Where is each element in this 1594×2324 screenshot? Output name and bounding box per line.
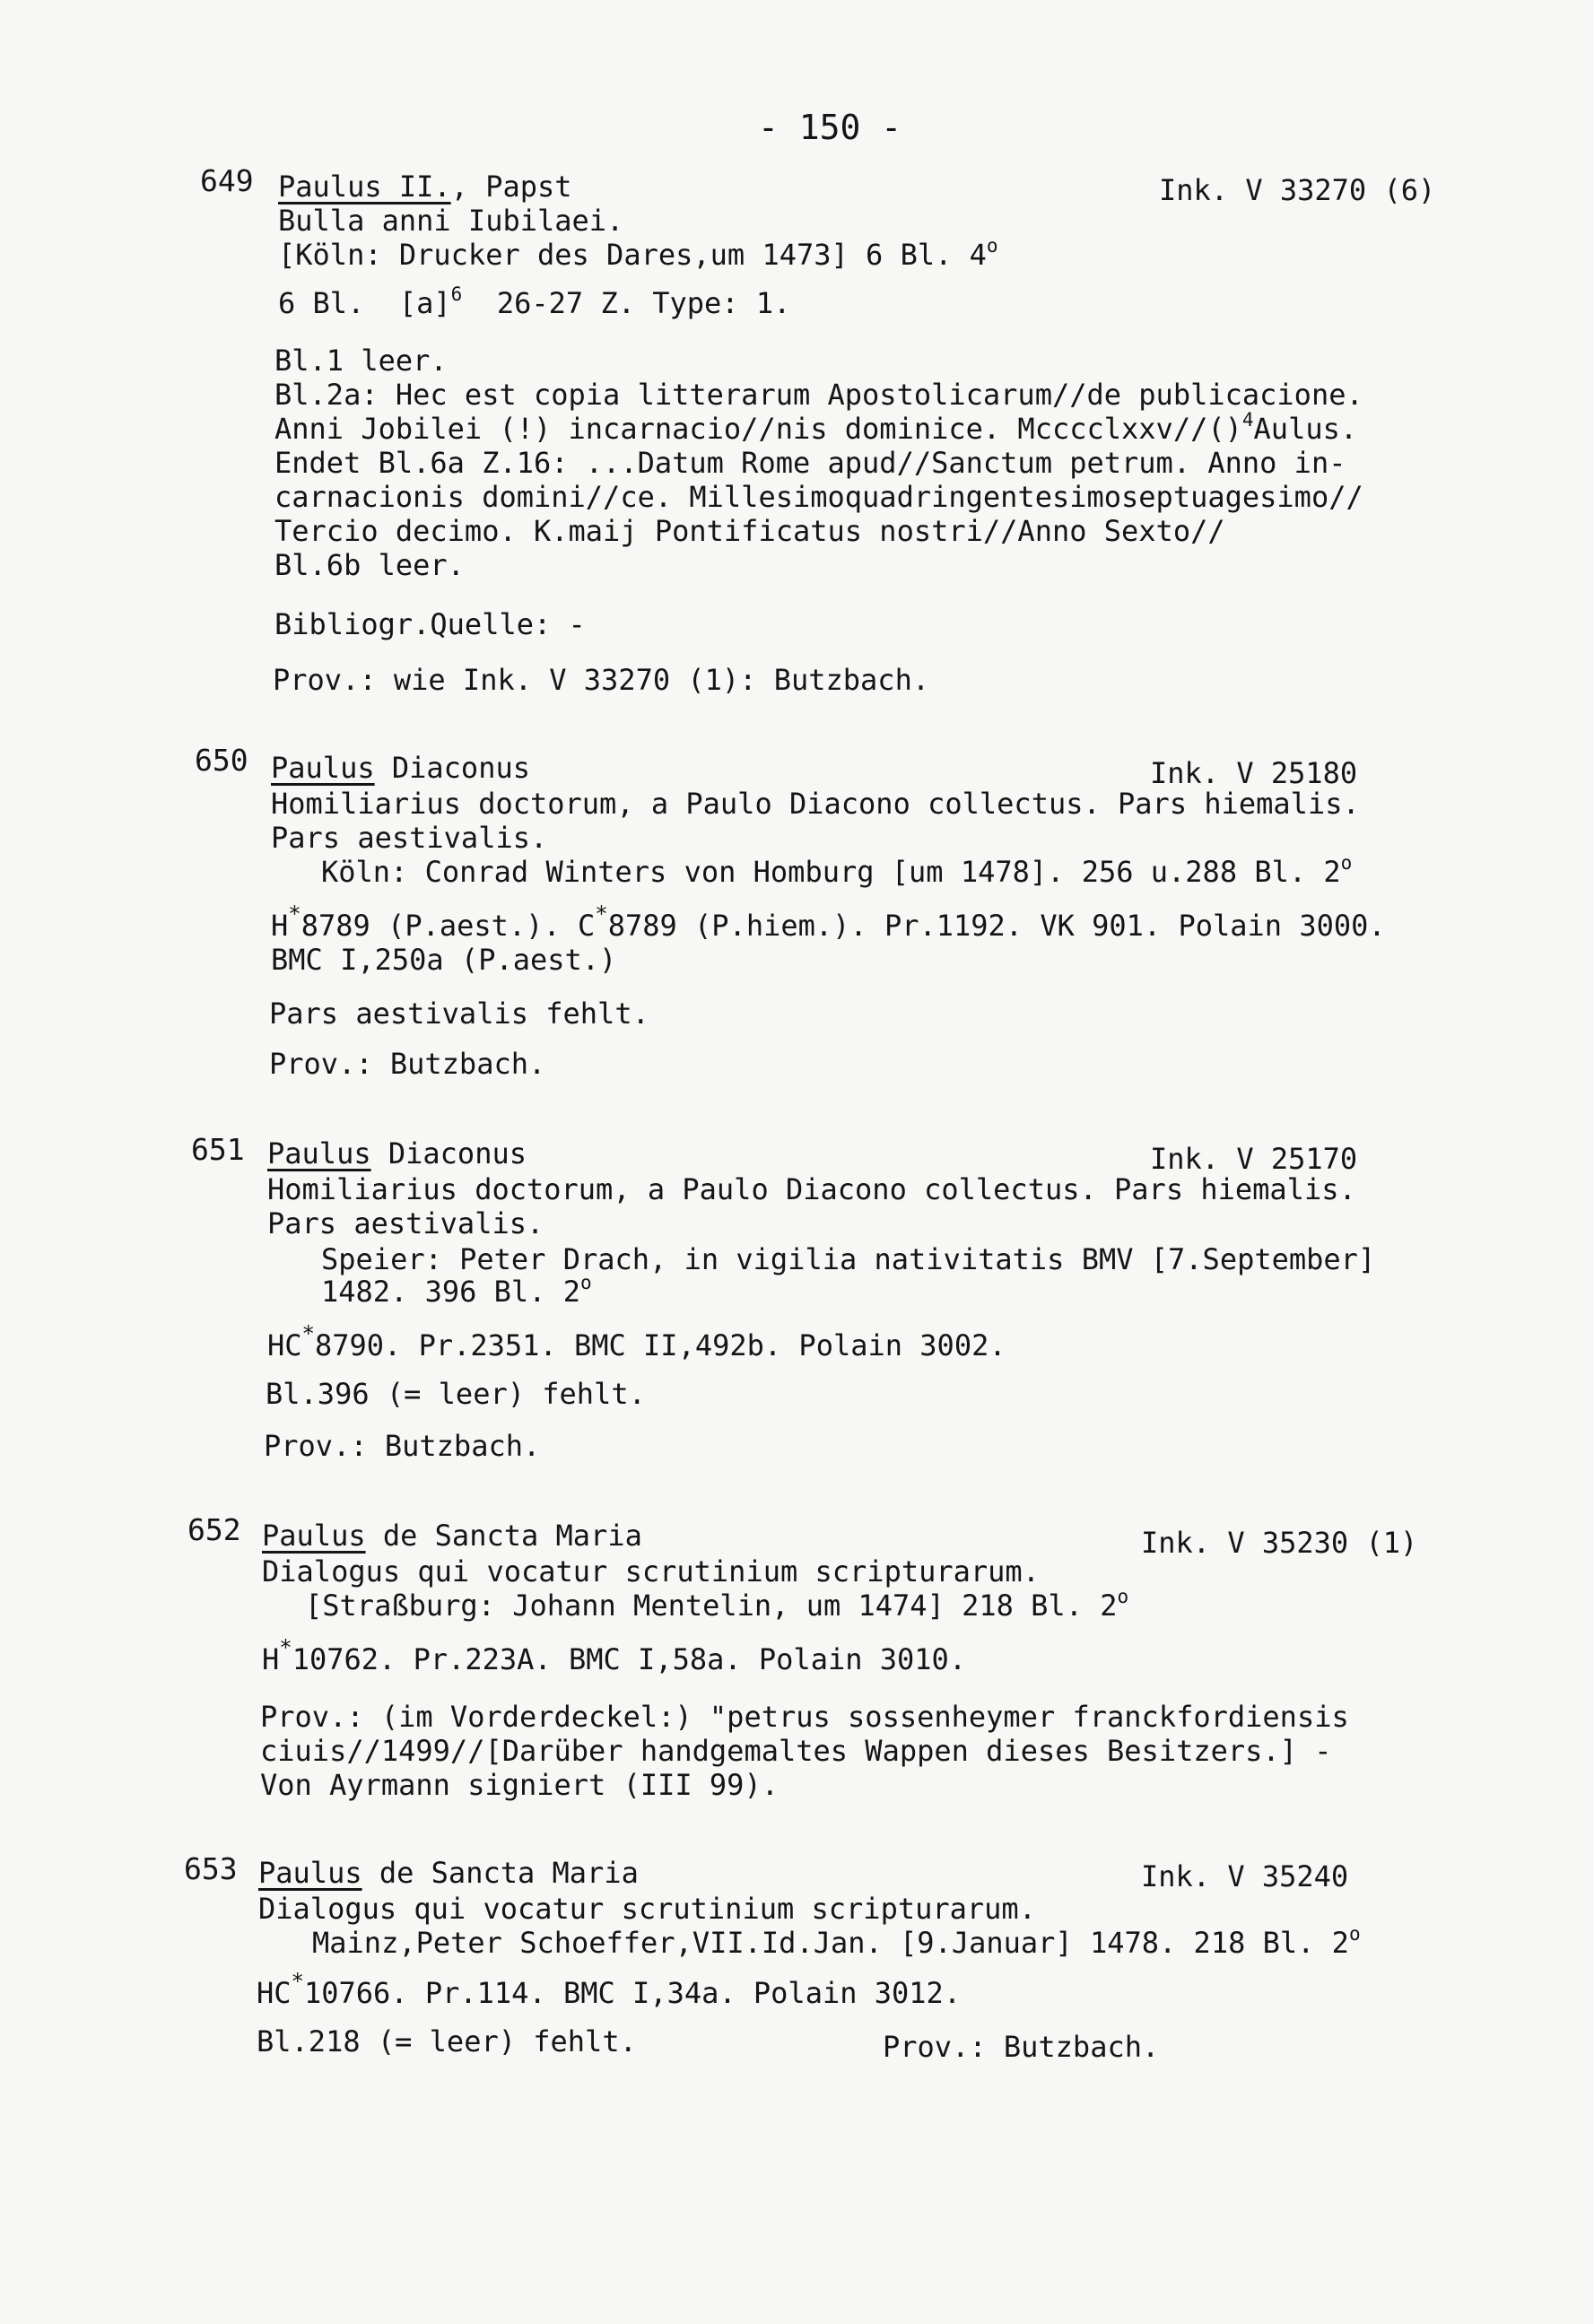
entry-author — [267, 1136, 527, 1171]
entry-number: 652 — [187, 1512, 241, 1547]
asterisk-mark: * — [291, 1969, 304, 1994]
imprint-text: 1482. 396 Bl. 2 — [321, 1275, 580, 1309]
entry-title: Pars aestivalis. — [271, 821, 548, 855]
entry-imprint: Speier: Peter Drach, in vigilia nativitatis BMV [7.September] — [321, 1242, 1376, 1276]
provenance-line: Prov.: wie Ink. V 33270 (1): Butzbach. — [273, 663, 930, 697]
author-qualifier: , Papst — [450, 170, 572, 204]
format-sup: o — [1117, 1586, 1129, 1607]
author-qualifier: de Sancta Maria — [361, 1856, 639, 1890]
collation-part: 6 Bl. [a] — [278, 286, 451, 320]
note-line: Bl.2a: Hec est copia litterarum Apostolicarum//de publicacione. — [274, 378, 1363, 412]
note-line: Endet Bl.6a Z.16: ...Datum Rome apud//Sanctum petrum. Anno in- — [274, 446, 1346, 480]
provenance-line: Prov.: Butzbach. — [269, 1047, 546, 1081]
note-end: Aulus. — [1253, 412, 1358, 446]
bibliography-line: Bibliogr.Quelle: - — [274, 607, 586, 641]
entry-number: 650 — [195, 743, 248, 778]
ref-siglum: H — [271, 909, 289, 943]
provenance-line: Von Ayrmann signiert (III 99). — [260, 1768, 779, 1802]
author-name: Paulus II. — [278, 170, 451, 204]
ink-shelfmark: Ink. V 33270 (6) — [1159, 173, 1436, 207]
entry-author — [262, 1518, 642, 1554]
entry-title: Bulla anni Iubilaei. — [278, 204, 624, 238]
note-sup: 4 — [1241, 409, 1254, 431]
ink-shelfmark: Ink. V 25170 — [1150, 1142, 1358, 1176]
entry-author — [271, 750, 530, 786]
ref-text: 10762. Pr.223A. BMC I,58a. Polain 3010. — [292, 1642, 967, 1676]
ref-text: 10766. Pr.114. BMC I,34a. Polain 3012. — [303, 1976, 962, 2010]
ink-shelfmark: Ink. V 35230 (1) — [1141, 1526, 1418, 1560]
entry-title: Pars aestivalis. — [267, 1206, 544, 1240]
entry-title: Homiliarius doctorum, a Paulo Diacono collectus. Pars hiemalis. — [267, 1172, 1356, 1206]
author-name: Paulus — [271, 751, 375, 785]
author-name: Paulus — [258, 1856, 362, 1890]
note-line: Bl.218 (= leer) fehlt. — [257, 2024, 637, 2059]
reference-line — [262, 1635, 967, 1677]
format-sup: o — [1348, 1923, 1361, 1945]
entry-imprint — [305, 1588, 1128, 1623]
asterisk-mark: * — [595, 901, 608, 927]
format-sup: o — [1340, 852, 1353, 874]
imprint-text: [Köln: Drucker des Dares,um 1473] 6 Bl. 4 — [278, 238, 987, 272]
note-line — [274, 411, 1357, 447]
provenance-line: Prov.: (im Vorderdeckel:) "petrus sossenheymer franckfordiensis — [260, 1700, 1349, 1734]
author-qualifier: Diaconus — [374, 751, 530, 785]
note-text: Anni Jobilei (!) incarnacio//nis dominice. Mcccclxxv//() — [274, 412, 1242, 446]
note-line: Bl.1 leer. — [274, 344, 448, 378]
format-sup: o — [986, 235, 998, 257]
entry-imprint — [312, 1925, 1361, 1961]
entry-imprint — [321, 854, 1352, 890]
note-line: carnacionis domini//ce. Millesimoquadringentesimoseptuagesimo// — [274, 480, 1363, 514]
note-line: Bl.396 (= leer) fehlt. — [266, 1377, 646, 1411]
collation-sup: 6 — [450, 283, 463, 305]
ink-shelfmark: Ink. V 35240 — [1141, 1859, 1349, 1893]
entry-imprint — [321, 1274, 592, 1310]
imprint-text: [Straßburg: Johann Mentelin, um 1474] 218 Bl. 2 — [305, 1589, 1118, 1623]
ref-text: 8789 (P.aest.). C — [301, 909, 596, 943]
author-name: Paulus — [262, 1519, 366, 1553]
entry-title: Homiliarius doctorum, a Paulo Diacono collectus. Pars hiemalis. — [271, 787, 1360, 821]
reference-line — [271, 901, 1386, 944]
entry-number: 649 — [200, 163, 254, 198]
ref-siglum: HC — [267, 1328, 302, 1362]
entry-author — [258, 1855, 639, 1891]
asterisk-mark: * — [279, 1635, 292, 1660]
reference-line — [267, 1321, 1006, 1363]
format-sup: o — [579, 1272, 592, 1293]
entry-title: Dialogus qui vocatur scrutinium scripturarum. — [258, 1892, 1036, 1926]
author-qualifier: de Sancta Maria — [365, 1519, 642, 1553]
imprint-text: Mainz,Peter Schoeffer,VII.Id.Jan. [9.Januar] 1478. 218 Bl. 2 — [312, 1926, 1349, 1960]
author-name: Paulus — [267, 1136, 371, 1171]
entry-title: Dialogus qui vocatur scrutinium scripturarum. — [262, 1554, 1040, 1589]
entry-number: 653 — [184, 1851, 238, 1886]
note-line: Bl.6b leer. — [274, 548, 465, 582]
ref-siglum: HC — [257, 1976, 292, 2010]
author-qualifier: Diaconus — [370, 1136, 527, 1171]
entry-author — [278, 169, 572, 205]
note-line: Pars aestivalis fehlt. — [269, 997, 649, 1031]
asterisk-mark: * — [301, 1321, 315, 1346]
asterisk-mark: * — [288, 901, 301, 927]
provenance-line: Prov.: Butzbach. — [883, 2030, 1160, 2064]
collation-rest: 26-27 Z. Type: 1. — [462, 286, 791, 320]
page-number: - 150 - — [758, 108, 902, 147]
reference-line: BMC I,250a (P.aest.) — [271, 943, 617, 977]
reference-line — [257, 1969, 962, 2011]
ref-text: 8789 (P.hiem.). Pr.1192. VK 901. Polain 3000. — [607, 909, 1386, 943]
ink-shelfmark: Ink. V 25180 — [1150, 756, 1358, 790]
imprint-text: Köln: Conrad Winters von Homburg [um 1478]. 256 u.288 Bl. 2 — [321, 855, 1341, 889]
note-line: Tercio decimo. K.maij Pontificatus nostri//Anno Sexto// — [274, 514, 1225, 548]
ref-siglum: H — [262, 1642, 280, 1676]
entry-collation — [278, 285, 790, 321]
provenance-line: ciuis//1499//[Darüber handgemaltes Wappen dieses Besitzers.] - — [260, 1734, 1332, 1768]
entry-number: 651 — [191, 1132, 245, 1167]
entry-imprint — [278, 237, 998, 273]
ref-text: 8790. Pr.2351. BMC II,492b. Polain 3002. — [314, 1328, 1006, 1362]
provenance-line: Prov.: Butzbach. — [264, 1429, 541, 1463]
